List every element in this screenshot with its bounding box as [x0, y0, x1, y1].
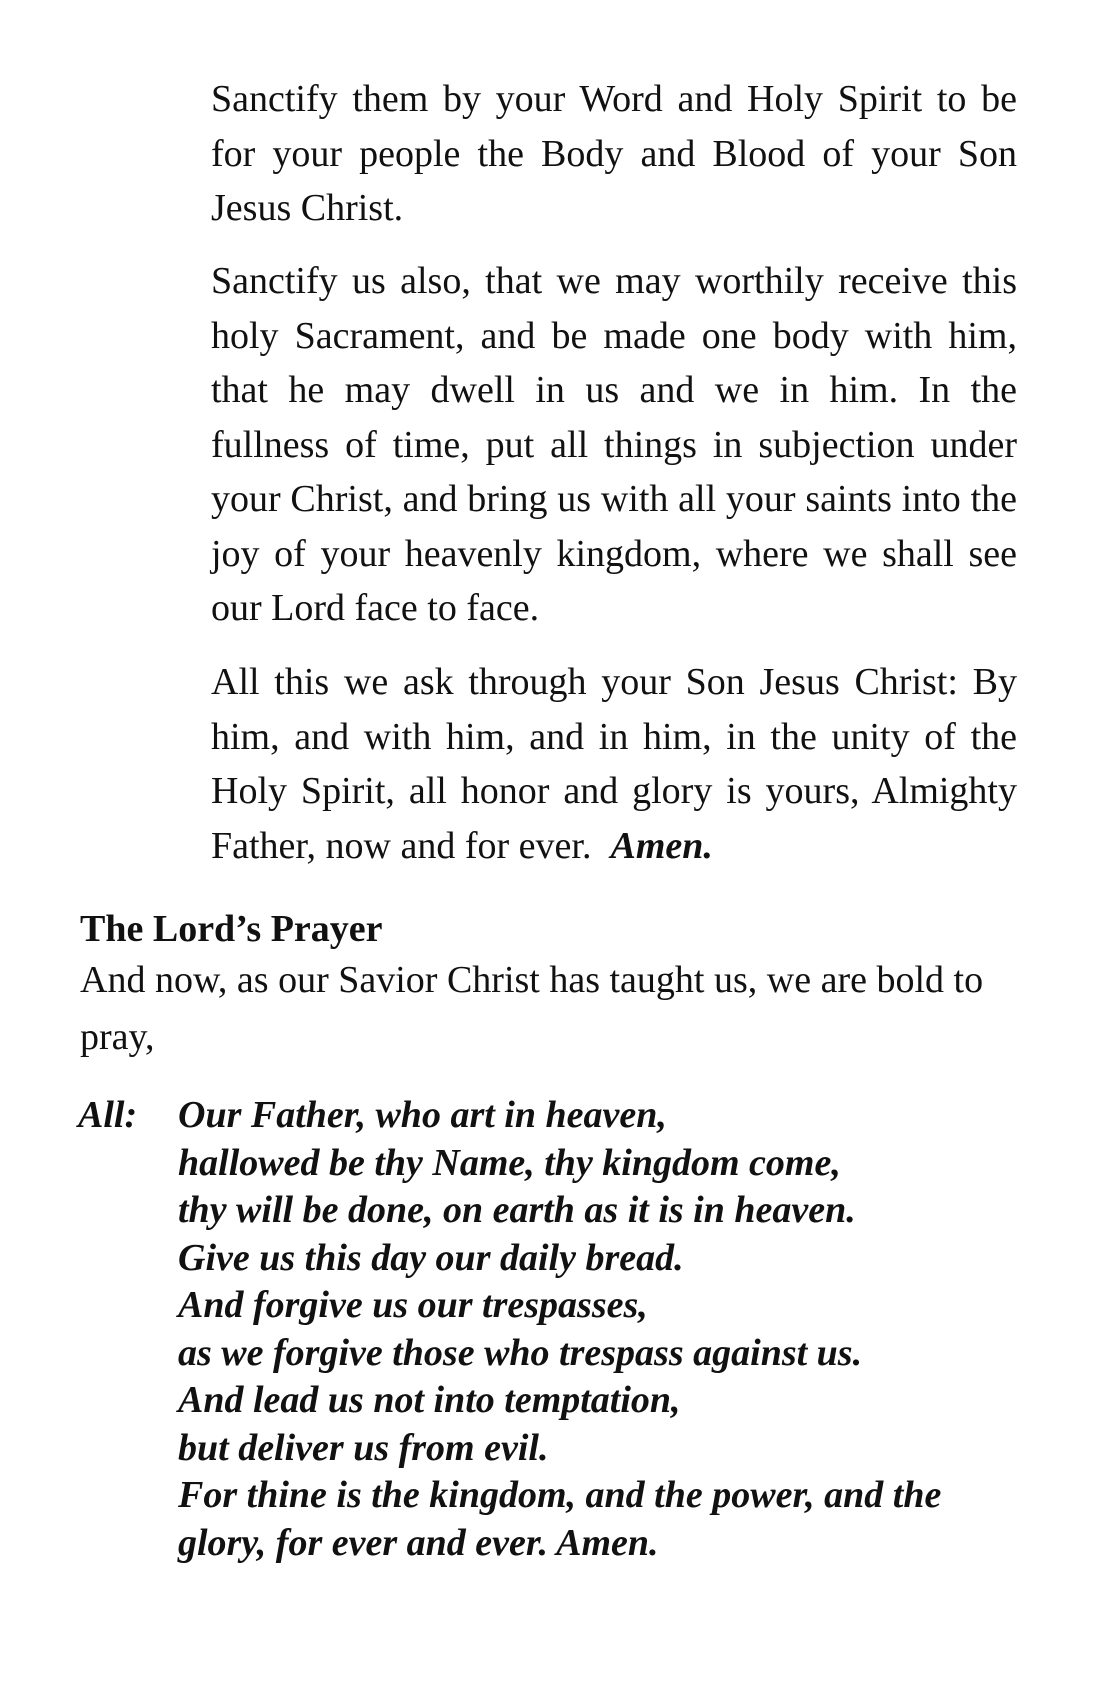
prayer-paragraph-sanctify-people: Sanctify us also, that we may worthily receive this holy Sacrament, and be made one body with him, that he may dwell in us and we in him. In the fullness of time, put all things in subjection under your Christ, and bring us with all your saints into the joy of your heavenly kingdom, where we shall see our Lord face to face.: [211, 260, 1017, 629]
prayer-paragraph-doxology: [211, 655, 1017, 873]
prayer-line: glory, for ever and ever. Amen.: [178, 1521, 659, 1564]
section-heading-lords-prayer: The Lord’s Prayer: [80, 908, 383, 950]
prayer-line: thy will be done, on earth as it is in heaven.: [178, 1189, 856, 1231]
doxology-text: All this we ask through your Son Jesus Christ: By him, and with him, and in him, in the unity of the Holy Spirit, all honor and glory is yours, Almighty Father, now and for ever.: [211, 661, 1017, 867]
prayer-line: And forgive us our trespasses,: [178, 1284, 648, 1326]
prayer-line: Our Father, who art in heaven,: [178, 1094, 667, 1136]
doxology-amen: Amen.: [610, 824, 713, 867]
prayer-paragraph-sanctify-gifts: Sanctify them by your Word and Holy Spirit to be for your people the Body and Blood of your Son Jesus Christ.: [211, 78, 1017, 229]
prayer-line: as we forgive those who trespass against us.: [178, 1331, 863, 1374]
lords-prayer-text: [178, 1092, 1038, 1567]
prayer-line: And lead us not into temptation,: [178, 1379, 681, 1421]
speaker-label-all: All:: [78, 1094, 138, 1136]
prayer-line: but deliver us from evil.: [178, 1426, 549, 1469]
lords-prayer-intro: And now, as our Savior Christ has taught us, we are bold to pray,: [80, 959, 984, 1058]
prayer-line: hallowed be thy Name, thy kingdom come,: [178, 1141, 841, 1184]
prayer-line: Give us this day our daily bread.: [178, 1236, 684, 1279]
prayer-line: For thine is the kingdom, and the power, and the: [178, 1474, 942, 1516]
